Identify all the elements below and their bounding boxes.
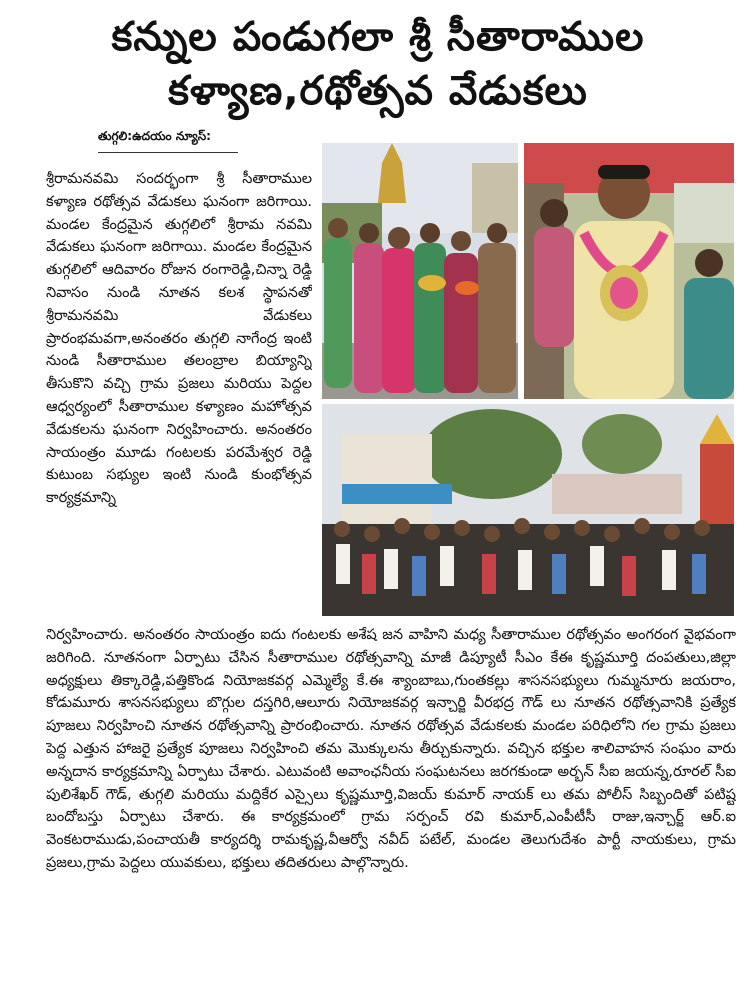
- dateline: తుగ్గలి:ఉదయం న్యూస్:: [98, 129, 238, 153]
- women-carrying-offerings-photo: [322, 143, 518, 399]
- article-column-text: శ్రీరామనవమి సందర్భంగా శ్రీ సీతారాముల కళ్యాణ రథోత్సవ వేడుకలు ఘనంగా జరిగాయి. మండల కేంద్రమైన తుగ్గలిలో శ్రీరామ నవమి వేడుకలు ఘనంగా జరిగాయి. మండల కేంద్రమైన తుగ్గలిలో ఆదివారం రోజున రంగారెడ్డి,చిన్నా రెడ్డి నివాసం నుండి నూతన కలశ స్థాపనతో శ్రీరామనవమి వేడుకలు ప్రారంభమవగా,అనంతరం తుగ్గలి నాగేంద్ర ఇంటి నుండి సీతారాముల తలంబ్రాల బియ్యాన్ని తీసుకొని వచ్చి గ్రామ ప్రజలు మరియు పెద్దల ఆధ్వర్యంలో సీతారాముల కళ్యాణం మహోత్సవ వేడుకలను ఘనంగా నిర్వహించారు. అనంతరం సాయంత్రం మూడు గంటలకు పరమేశ్వర రెడ్డి కుటుంబ సభ్యుల ఇంటి నుండి కుంభోత్సవ కార్యక్రమాన్ని: [46, 171, 312, 507]
- chariot-festival-crowd-photo: [322, 404, 734, 616]
- man-holding-kalasham-photo: [524, 143, 734, 399]
- article-full-width-text: నిర్వహించారు. అనంతరం సాయంత్రం ఐదు గంటలకు అశేష జన వాహిని మధ్య సీతారాముల రథోత్సవం అంగరంగ వైభవంగా జరిగింది. నూతనంగా ఏర్పాటు చేసిన సీతారాముల రథోత్సవాన్ని మాజీ డిప్యూటీ సీఎం కేఈ కృష్ణమూర్తి దంపతులు,జిల్లా అధ్యక్షులు తిక్కారెడ్డి,పత్తికొండ నియోజకవర్గ ఎమ్మెల్యే కే.ఈ శ్యాంబాబు,గుంతకల్లు శాసనసభ్యులు గుమ్మనూరు జయరాం, కోడుమూరు శాసనసభ్యులు బొగ్గుల దస్తగిరి,ఆలూరు నియోజకవర్గ ఇన్చార్జి వీరభద్ర గౌడ్ లు నూతన రథోత్సవానికి ప్రత్యేక పూజలు నిర్వహించి నూతన రథోత్సవాన్ని ప్రారంభించారు. నూతన రథోత్సవ వేడుకలకు మండల పరిధిలోని గల గ్రామ ప్రజలు పెద్ద ఎత్తున హాజరై ప్రత్యేక పూజలు నిర్వహించి తమ మొక్కులను తీర్చుకున్నారు. వచ్చిన భక్తుల శాలివాహన సంఘం వారు అన్నదాన కార్యక్రమాన్ని ఏర్పాటు చేశారు. ఎటువంటి అవాంఛనీయ సంఘటనలు జరగకుండా అర్బన్ సీఐ జయన్న,రూరల్ సీఐ పులిశేఖర్ గౌడ్, తుగ్గలి మరియు మద్దికేర ఎస్సైలు కృష్ణమూర్తి,విజయ్ కుమార్ నాయక్ లు తమ పోలీస్ సిబ్బందితో పటిష్ట బందోబస్తు ఏర్పాటు చేశారు. ఈ కార్యక్రమంలో గ్రామ సర్పంచ్ రవి కుమార్,ఎంపీటీసీ రాజు,ఇన్చార్జ్ ఆర్.ఐ వెంకటరాముడు,పంచాయతీ కార్యదర్శి రామకృష్ణ,వీఆర్వో నవీద్ పటేల్, మండల తెలుగుదేశం పార్టీ నాయకులు, గ్రామ ప్రజలు,గ్రామ పెద్దలు యువకులు, భక్తులు తదితరులు పాల్గొన్నారు.: [46, 627, 736, 871]
- headline: [0, 10, 756, 118]
- headline-line-2: కళ్యాణ,రథోత్సవ వేడుకలు: [168, 68, 588, 114]
- headline-line-1: కన్నుల పండుగలా శ్రీ సీతారాముల: [111, 14, 645, 60]
